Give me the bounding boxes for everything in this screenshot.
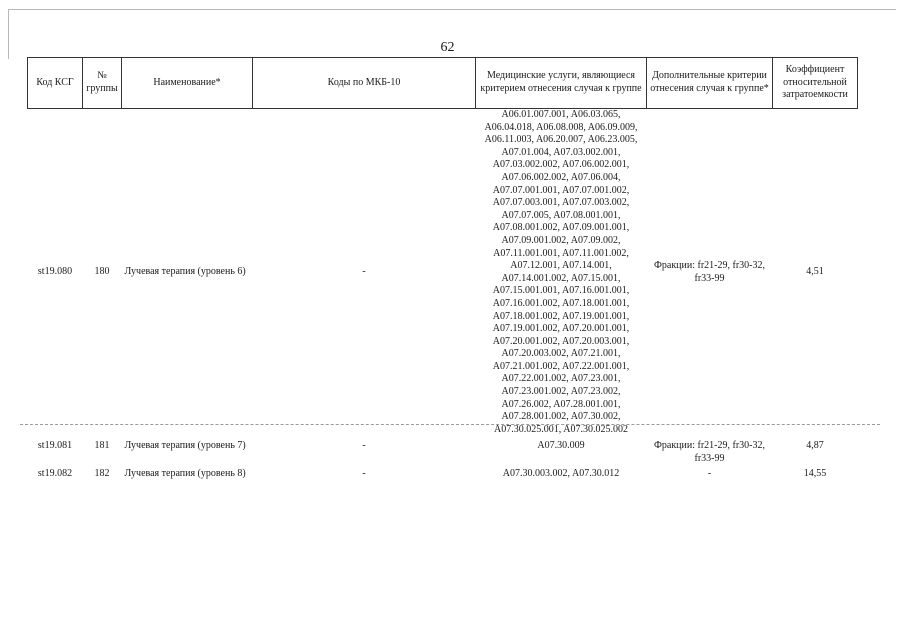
cell-code: st19.082 <box>37 468 73 480</box>
cell-coefficient: 4,51 <box>806 266 824 278</box>
cell-group: 182 <box>94 468 110 480</box>
cell-additional: Фракции: fr21-29, fr30-32, fr33-99 <box>653 260 765 284</box>
cell-mkb: - <box>362 468 366 480</box>
header-mkb-codes: Коды по МКБ-10 <box>253 58 476 109</box>
cell-mkb: - <box>362 266 366 278</box>
header-group-number: № группы <box>83 58 122 109</box>
cell-name: Лучевая терапия (уровень 6) <box>124 266 246 278</box>
cell-group: 181 <box>94 440 110 452</box>
page-number: 62 <box>440 40 455 55</box>
cell-coefficient: 14,55 <box>803 468 827 480</box>
cell-group: 180 <box>94 266 110 278</box>
cell-additional: - <box>707 468 712 480</box>
table-row <box>28 109 858 437</box>
table-row <box>28 468 858 494</box>
cell-name: Лучевая терапия (уровень 8) <box>124 468 246 480</box>
row-separator-dashed <box>20 424 880 425</box>
cell-services: A07.30.009 <box>537 440 585 452</box>
header-ksg-code: Код КСГ <box>28 58 83 109</box>
header-additional-criteria: Дополнительные критерии отнесения случая к группе* <box>647 58 773 109</box>
cell-additional: Фракции: fr21-29, fr30-32, fr33-99 <box>653 440 765 465</box>
cell-name: Лучевая терапия (уровень 7) <box>124 440 246 452</box>
header-name: Наименование* <box>122 58 253 109</box>
cell-services: A07.30.003.002, A07.30.012 <box>502 468 620 480</box>
cell-mkb: - <box>362 440 366 452</box>
cell-services: A06.01.007.001, A06.03.065, A06.04.018, A06.08.008, A06.09.009, A06.11.003, A06.20.007, A06.23.005, A07.01.004, A07.03.002.001, A07.03.002.002, A07.06.002.001, A07.06.002.002, A07.06.004, A07.07.001.001, A07.07.001.002, A07.07.003.001, A07.07.003.002, A07.07.005, A07.08.001.001, A07.08.001.002, A07.09.001.001, A07.09.001.002, A07.09.002, A07.11.001.001, A07.11.001.002, A07.12.001, A07.14.001, A07.14.001.002, A07.15.001, A07.15.001.001, A07.16.001.001, A07.16.001.002, A07.18.001.001, A07.18.001.002, A07.19.001.001, A07.19.001.002, A07.20.001.001, A07.20.001.002, A07.20.003.001, A07.20.003.002, A07.21.001, A07.21.001.002, A07.22.001.001, A07.22.001.002, A07.23.001, A07.23.001.002, A07.23.002, A07.26.002, A07.28.001.001, A07.28.001.002, A07.30.002, A07.30.025.001, A07.30.025.002 <box>484 109 638 435</box>
ksg-table <box>27 57 858 494</box>
table-row <box>28 436 858 468</box>
cell-coefficient: 4,87 <box>806 440 824 452</box>
header-medical-services: Медицинские услуги, являющиеся критерием отнесения случая к группе <box>476 58 647 109</box>
table-header-row <box>28 58 858 109</box>
scan-edge-top <box>8 9 896 10</box>
header-coefficient: Коэффициент относительной затратоемкости <box>773 58 858 109</box>
cell-code: st19.080 <box>37 266 73 278</box>
cell-code: st19.081 <box>37 440 73 452</box>
